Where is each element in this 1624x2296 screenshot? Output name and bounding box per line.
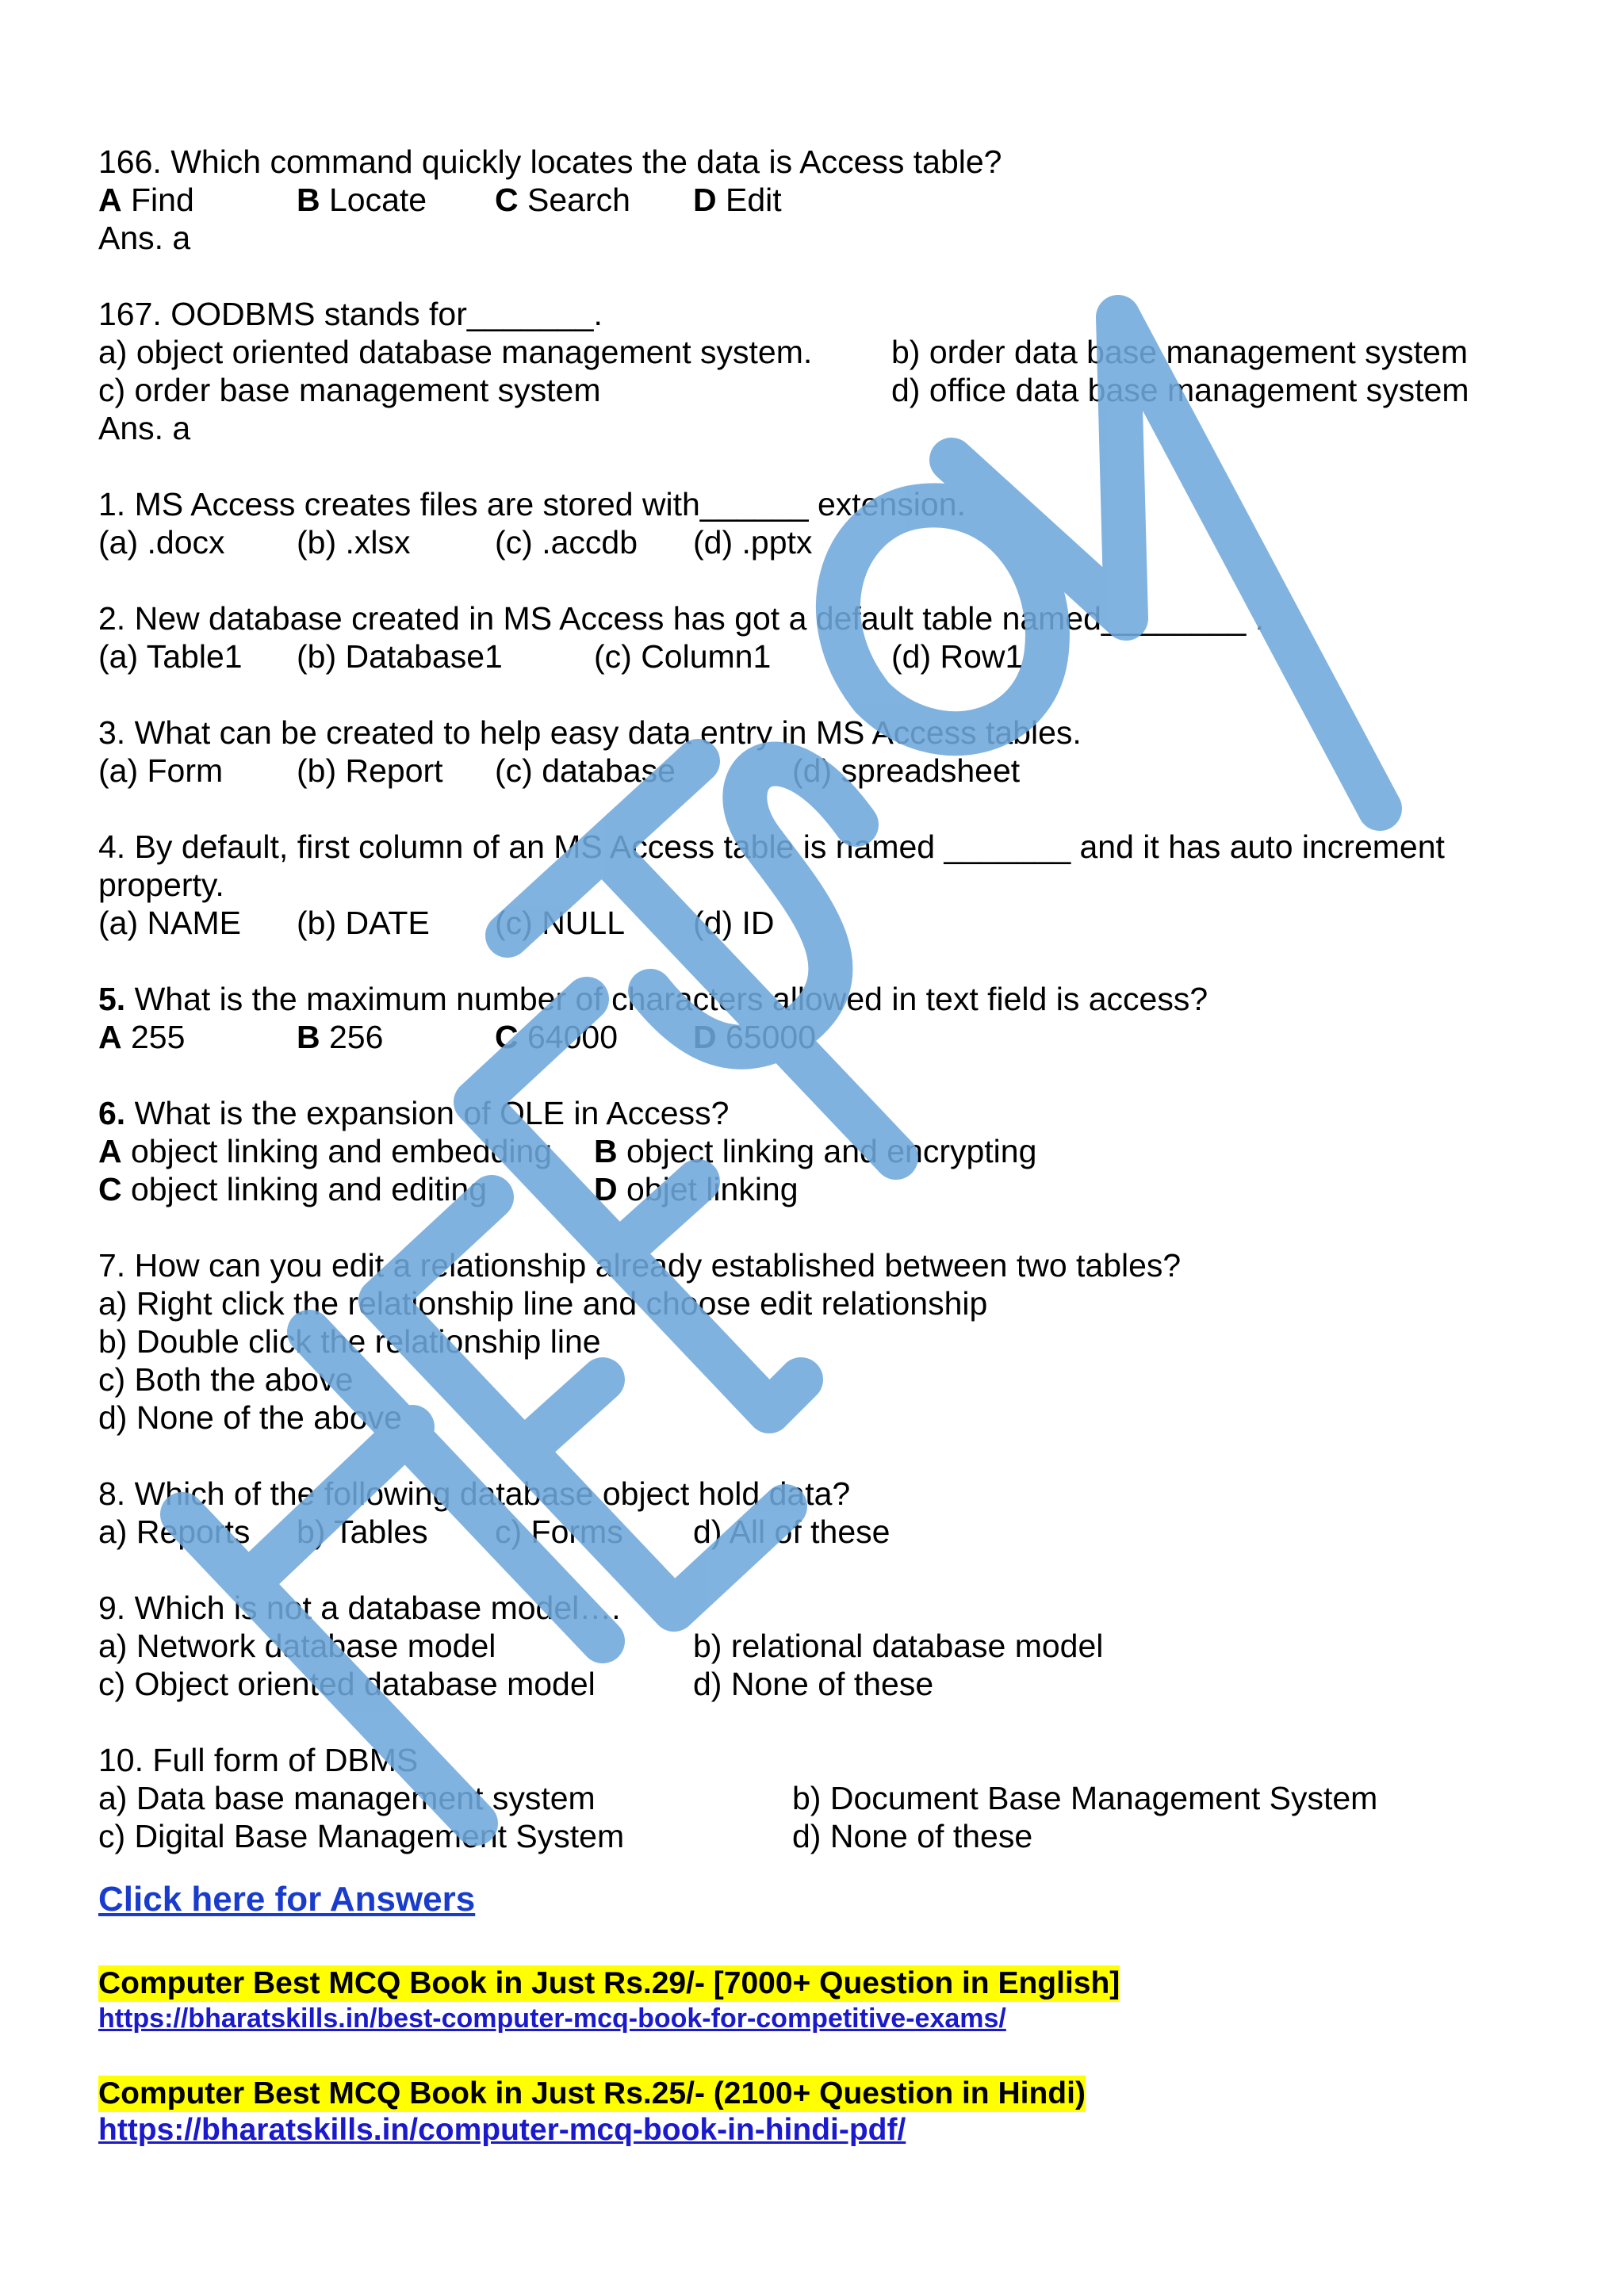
options-row <box>98 904 1526 942</box>
question-text: 2. New database created in MS Access has got a default table named________ . <box>98 600 1265 637</box>
answer: Ans. a <box>98 220 191 256</box>
option-d: d) None of these <box>693 1666 934 1702</box>
options-row <box>98 1132 1526 1170</box>
options-row <box>98 637 1526 675</box>
option-a: (a) Form <box>98 752 224 789</box>
option-a: (a) .docx <box>98 524 225 561</box>
question-167 <box>98 295 1526 447</box>
option-b: B object linking and encrypting <box>594 1133 1037 1169</box>
option-c: (c) NULL <box>495 905 626 941</box>
options-row <box>98 1018 1526 1056</box>
option-d: (d) spreadsheet <box>792 752 1021 789</box>
question-text: 8. Which of the following database object hold data? <box>98 1475 851 1512</box>
option-d: D 65000 <box>693 1019 817 1055</box>
option-b: (b) Database1 <box>297 638 503 675</box>
question-text: 4. By default, first column of an MS Access table is named _______ and it has auto increment property. <box>98 828 1445 903</box>
options-row <box>98 333 1526 371</box>
question-7 <box>98 1246 1526 1437</box>
option-d: D Edit <box>693 182 782 218</box>
options-row <box>98 1627 1526 1665</box>
question-text: 167. OODBMS stands for_______. <box>98 296 603 332</box>
promo-title: Computer Best MCQ Book in Just Rs.29/- [7000+ Question in English] <box>98 1966 1120 2000</box>
option-c: c) Object oriented database model <box>98 1666 596 1702</box>
option-d: d) All of these <box>693 1513 891 1550</box>
question-text: 10. Full form of DBMS <box>98 1742 419 1778</box>
promo-english <box>98 1963 1526 2035</box>
answers-link[interactable]: Click here for Answers <box>98 1880 476 1919</box>
options-row <box>98 1817 1526 1855</box>
question-text: 9. Which is not a database model…. <box>98 1590 621 1626</box>
question-5 <box>98 980 1526 1056</box>
question-text: 166. Which command quickly locates the data is Access table? <box>98 144 1002 180</box>
question-text: 1. MS Access creates files are stored with______ extension. <box>98 486 966 522</box>
option-b: b) relational database model <box>693 1628 1104 1664</box>
promo-hindi <box>98 2073 1526 2149</box>
options-row <box>98 1170 1526 1208</box>
option-b: b) order data base management system <box>891 334 1468 370</box>
question-10 <box>98 1741 1526 1855</box>
promo-link[interactable]: https://bharatskills.in/best-computer-mcq-book-for-competitive-exams/ <box>98 2003 1006 2034</box>
option-b: B Locate <box>297 182 427 218</box>
question-text: 5. What is the maximum number of characters allowed in text field is access? <box>98 981 1208 1017</box>
option-a: a) Right click the relationship line and choose edit relationship <box>98 1285 988 1322</box>
option-a: a) Network database model <box>98 1628 496 1664</box>
option-b: b) Double click the relationship line <box>98 1323 601 1360</box>
option-b: b) Document Base Management System <box>792 1780 1378 1816</box>
option-a: A 255 <box>98 1019 186 1055</box>
question-text: 7. How can you edit a relationship already established between two tables? <box>98 1247 1182 1284</box>
option-c: C Search <box>495 182 630 218</box>
option-c: c) Digital Base Management System <box>98 1818 625 1854</box>
question-8 <box>98 1475 1526 1551</box>
option-b: (b) Report <box>297 752 443 789</box>
option-d: d) None of these <box>792 1818 1033 1854</box>
options-row <box>98 181 1526 219</box>
question-166 <box>98 143 1526 257</box>
question-4 <box>98 828 1526 942</box>
option-d: d) None of the above <box>98 1399 402 1436</box>
option-a: a) Reports <box>98 1513 251 1550</box>
question-text: 6. What is the expansion of OLE in Access? <box>98 1095 730 1131</box>
option-a: A Find <box>98 182 194 218</box>
document-page <box>98 143 1526 2149</box>
question-1 <box>98 485 1526 561</box>
question-6 <box>98 1094 1526 1208</box>
option-d: d) office data base management system <box>891 372 1469 408</box>
option-a: a) object oriented database management system. <box>98 334 813 370</box>
question-text: 3. What can be created to help easy data entry in MS Access tables. <box>98 714 1082 751</box>
options-row <box>98 1513 1526 1551</box>
option-a: (a) NAME <box>98 905 241 941</box>
question-2 <box>98 599 1526 675</box>
option-c: c) Both the above <box>98 1361 354 1398</box>
option-b: B 256 <box>297 1019 384 1055</box>
question-9 <box>98 1589 1526 1703</box>
option-b: b) Tables <box>297 1513 428 1550</box>
option-a: A object linking and embedding <box>98 1133 553 1169</box>
option-d: (d) .pptx <box>693 524 813 561</box>
options-row <box>98 1779 1526 1817</box>
promo-title: Computer Best MCQ Book in Just Rs.25/- (2100+ Question in Hindi) <box>98 2076 1086 2110</box>
option-c: (c) Column1 <box>594 638 772 675</box>
option-d: (d) Row1 <box>891 638 1024 675</box>
option-c: (c) database <box>495 752 676 789</box>
option-a: a) Data base management system <box>98 1780 596 1816</box>
options-row <box>98 752 1526 790</box>
question-3 <box>98 714 1526 790</box>
answer: Ans. a <box>98 410 191 446</box>
option-c: C object linking and editing <box>98 1171 488 1207</box>
promo-link[interactable]: https://bharatskills.in/computer-mcq-book-in-hindi-pdf/ <box>98 2113 906 2147</box>
option-b: (b) .xlsx <box>297 524 411 561</box>
options-row <box>98 523 1526 561</box>
option-c: c) order base management system <box>98 372 601 408</box>
option-a: (a) Table1 <box>98 638 243 675</box>
option-d: (d) ID <box>693 905 775 941</box>
option-c: c) Forms <box>495 1513 623 1550</box>
options-row <box>98 1665 1526 1703</box>
option-c: C 64000 <box>495 1019 619 1055</box>
option-d: D objet linking <box>594 1171 799 1207</box>
options-row <box>98 371 1526 409</box>
option-c: (c) .accdb <box>495 524 638 561</box>
option-b: (b) DATE <box>297 905 430 941</box>
